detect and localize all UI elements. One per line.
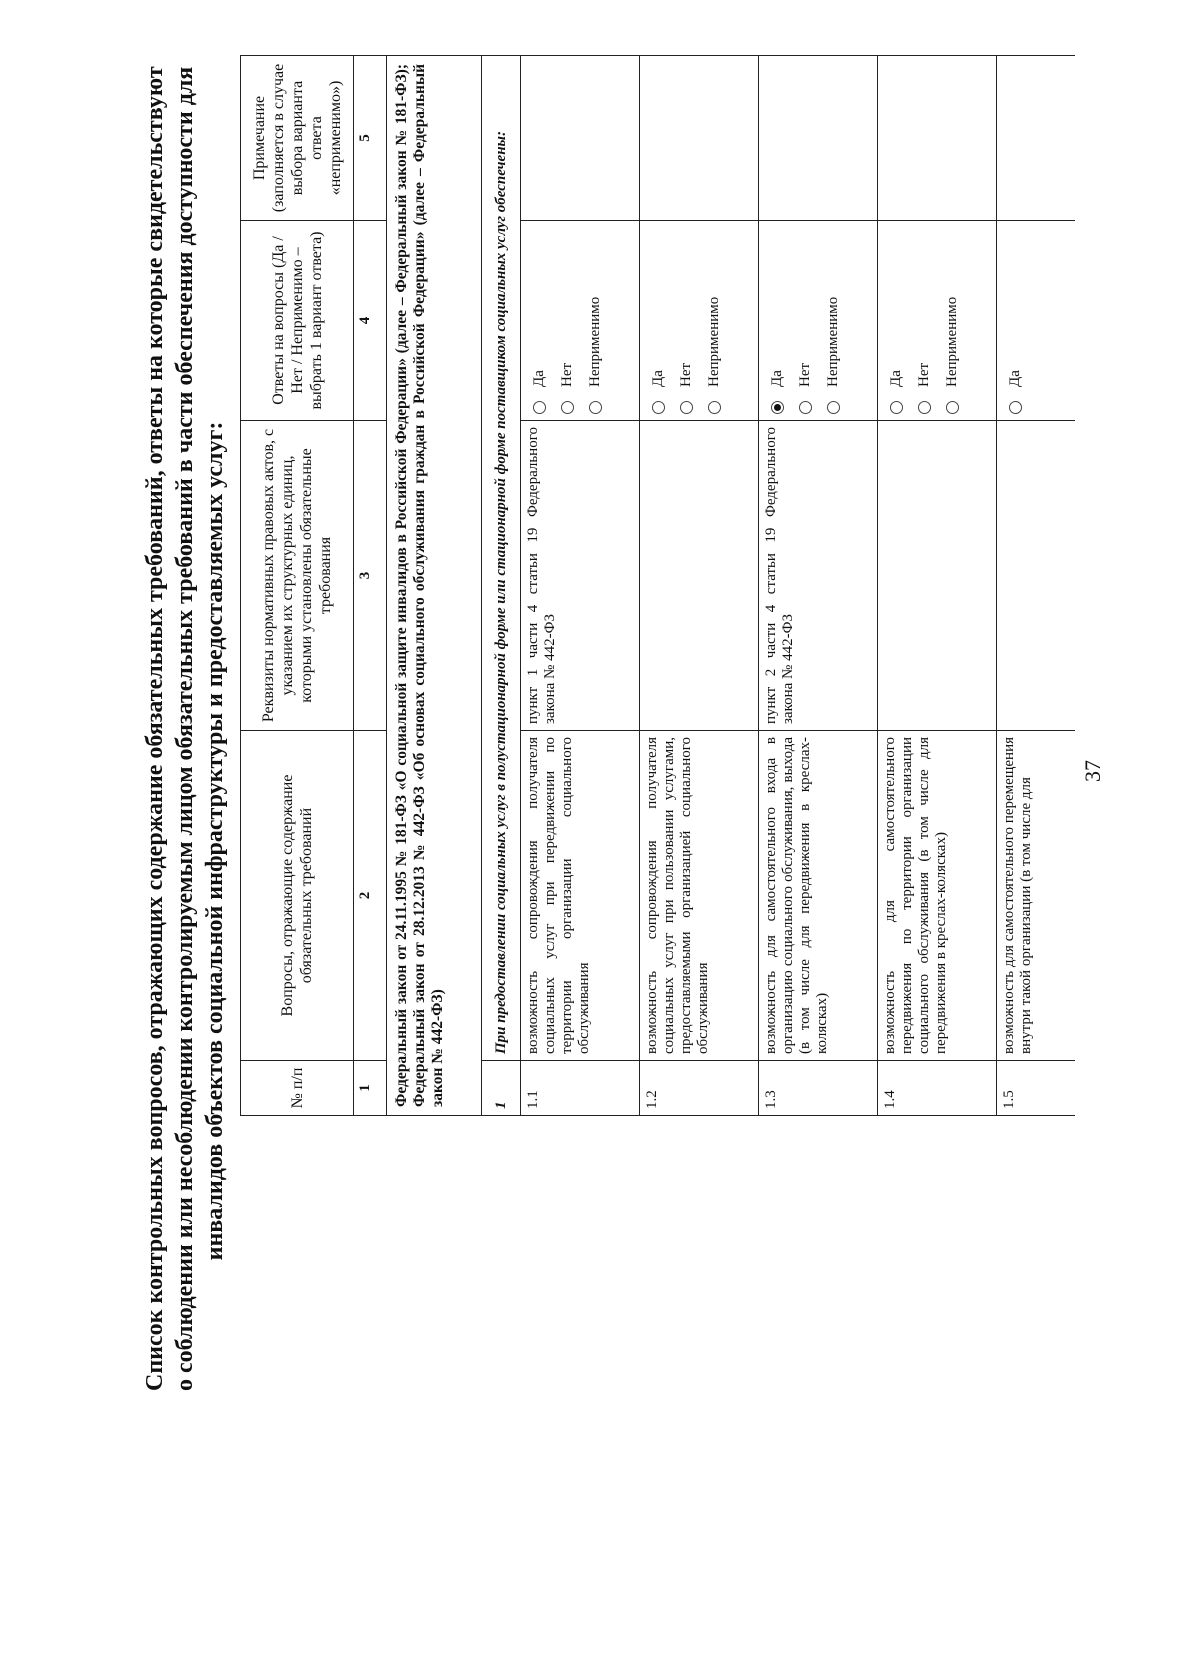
- row-question: возможность для самостоятельного перемещения внутри такой организации (в том числе для: [997, 731, 1076, 1061]
- radio-button-icon[interactable]: [708, 401, 721, 414]
- column-number: 3: [354, 421, 387, 731]
- answer-option-no[interactable]: [553, 227, 581, 414]
- row-note: [521, 56, 640, 221]
- title-line-3: инвалидов объектов социальной инфраструктуры и предоставляемых услуг:: [202, 421, 228, 1261]
- radio-button-icon[interactable]: [946, 401, 959, 414]
- answer-label: Да: [768, 370, 785, 387]
- row-question: возможность для самостоятельного передвижения по территории организации социального обслуживания (в том числе для передвижения в креслах-колясках): [878, 731, 997, 1061]
- table-row: [878, 56, 997, 1116]
- answer-option-yes[interactable]: [644, 227, 672, 414]
- row-question: возможность сопровождения получателя социальных услуг при пользовании услугами, предоставляемыми организацией социального обслуживания: [640, 731, 759, 1061]
- header-notes: Примечание (заполняется в случае выбора варианта ответа «неприменимо»): [241, 56, 354, 221]
- row-reference: [878, 421, 997, 731]
- row-note: [878, 56, 997, 221]
- table-row: [640, 56, 759, 1116]
- answer-option-na[interactable]: [700, 227, 728, 414]
- answer-label: Нет: [915, 362, 932, 387]
- row-answers: [640, 221, 759, 421]
- table-row: [759, 56, 878, 1116]
- row-reference: пункт 1 части 4 статьи 19 Федерального закона № 442-ФЗ: [521, 421, 640, 731]
- row-reference: пункт 2 части 4 статьи 19 Федерального закона № 442-ФЗ: [759, 421, 878, 731]
- row-answers: [878, 221, 997, 421]
- radio-button-icon[interactable]: [533, 401, 546, 414]
- column-number: 1: [354, 1061, 387, 1116]
- radio-button-icon[interactable]: [890, 401, 903, 414]
- table-row: [997, 56, 1076, 1116]
- answer-option-yes[interactable]: [525, 227, 553, 414]
- question-rows: [521, 56, 1076, 1116]
- radio-button-icon[interactable]: [561, 401, 574, 414]
- column-number-row: [354, 56, 387, 1116]
- radio-button-icon[interactable]: [680, 401, 693, 414]
- answer-label: Да: [1006, 370, 1023, 387]
- answer-label: Неприменимо: [586, 296, 603, 387]
- row-note: [759, 56, 878, 221]
- table-row: [521, 56, 640, 1116]
- row-note: [997, 56, 1076, 221]
- laws-text: Федеральный закон от 24.11.1995 № 181-ФЗ «О социальной защите инвалидов в Российской Федерации» (далее – Федеральный закон № 181-ФЗ); Федеральный закон от 28.12.2013 № 442-ФЗ «Об основах социального обслуживания граждан в Российской Федерации» (далее – Федеральный закон № 442-ФЗ): [387, 56, 482, 1116]
- row-number: 1.2: [640, 1061, 759, 1116]
- answer-option-na[interactable]: [819, 227, 847, 414]
- title-line-2: о соблюдении или несоблюдении контролируемым лицом обязательных требований в части обеспечения доступности для: [172, 66, 198, 1391]
- column-number: 4: [354, 221, 387, 421]
- column-number: 5: [354, 56, 387, 221]
- row-reference: [997, 421, 1076, 731]
- row-answers: [759, 221, 878, 421]
- radio-button-icon[interactable]: [827, 401, 840, 414]
- answer-label: Нет: [796, 362, 813, 387]
- row-question: возможность сопровождения получателя социальных услуг при передвижении по территории организации социального обслуживания: [521, 731, 640, 1061]
- section-title: При предоставлении социальных услуг в полустационарной форме или стационарной форме поставщиком социальных услуг обеспечены:: [482, 56, 521, 1061]
- header-number: № п/п: [241, 1061, 354, 1116]
- answer-label: Да: [649, 370, 666, 387]
- row-question: возможность для самостоятельного входа в организацию социального обслуживания, выхода (в том числе для передвижения в креслах-колясках): [759, 731, 878, 1061]
- header-references: Реквизиты нормативных правовых актов, с указанием их структурных единиц, которыми установлены обязательные требования: [241, 421, 354, 731]
- row-number: 1.4: [878, 1061, 997, 1116]
- requirements-table: [240, 55, 1075, 1116]
- row-number: 1.3: [759, 1061, 878, 1116]
- row-answers: [521, 221, 640, 421]
- laws-row: [387, 56, 482, 1116]
- section-row: [482, 56, 521, 1116]
- answer-option-no[interactable]: [910, 227, 938, 414]
- header-answers: Ответы на вопросы (Да / Нет / Неприменимо – выбрать 1 вариант ответа): [241, 221, 354, 421]
- answer-option-no[interactable]: [672, 227, 700, 414]
- radio-button-icon[interactable]: [771, 401, 784, 414]
- answer-label: Нет: [677, 362, 694, 387]
- row-answers: [997, 221, 1076, 421]
- title-line-1: Список контрольных вопросов, отражающих содержание обязательных требований, ответы на которые свидетельствуют: [142, 66, 168, 1391]
- row-number: 1.1: [521, 1061, 640, 1116]
- answer-label: Неприменимо: [705, 296, 722, 387]
- answer-option-yes[interactable]: [882, 227, 910, 414]
- answer-option-yes[interactable]: [763, 227, 791, 414]
- section-number: 1: [482, 1061, 521, 1116]
- radio-button-icon[interactable]: [652, 401, 665, 414]
- answer-label: Неприменимо: [824, 296, 841, 387]
- table-header-row: [241, 56, 354, 1116]
- row-note: [640, 56, 759, 221]
- answer-option-no[interactable]: [791, 227, 819, 414]
- radio-button-icon[interactable]: [1009, 401, 1022, 414]
- page-number: 37: [1080, 760, 1105, 782]
- answer-option-yes[interactable]: [1001, 227, 1029, 414]
- answer-option-na[interactable]: [581, 227, 609, 414]
- answer-label: Да: [530, 370, 547, 387]
- answer-label: Неприменимо: [943, 296, 960, 387]
- answer-option-na[interactable]: [938, 227, 966, 414]
- column-number: 2: [354, 731, 387, 1061]
- row-number: 1.5: [997, 1061, 1076, 1116]
- answer-label: Нет: [558, 362, 575, 387]
- document-title: [140, 66, 230, 1391]
- answer-label: Да: [887, 370, 904, 387]
- radio-button-icon[interactable]: [589, 401, 602, 414]
- radio-button-icon[interactable]: [918, 401, 931, 414]
- header-questions: Вопросы, отражающие содержание обязательных требований: [241, 731, 354, 1061]
- row-reference: [640, 421, 759, 731]
- radio-button-icon[interactable]: [799, 401, 812, 414]
